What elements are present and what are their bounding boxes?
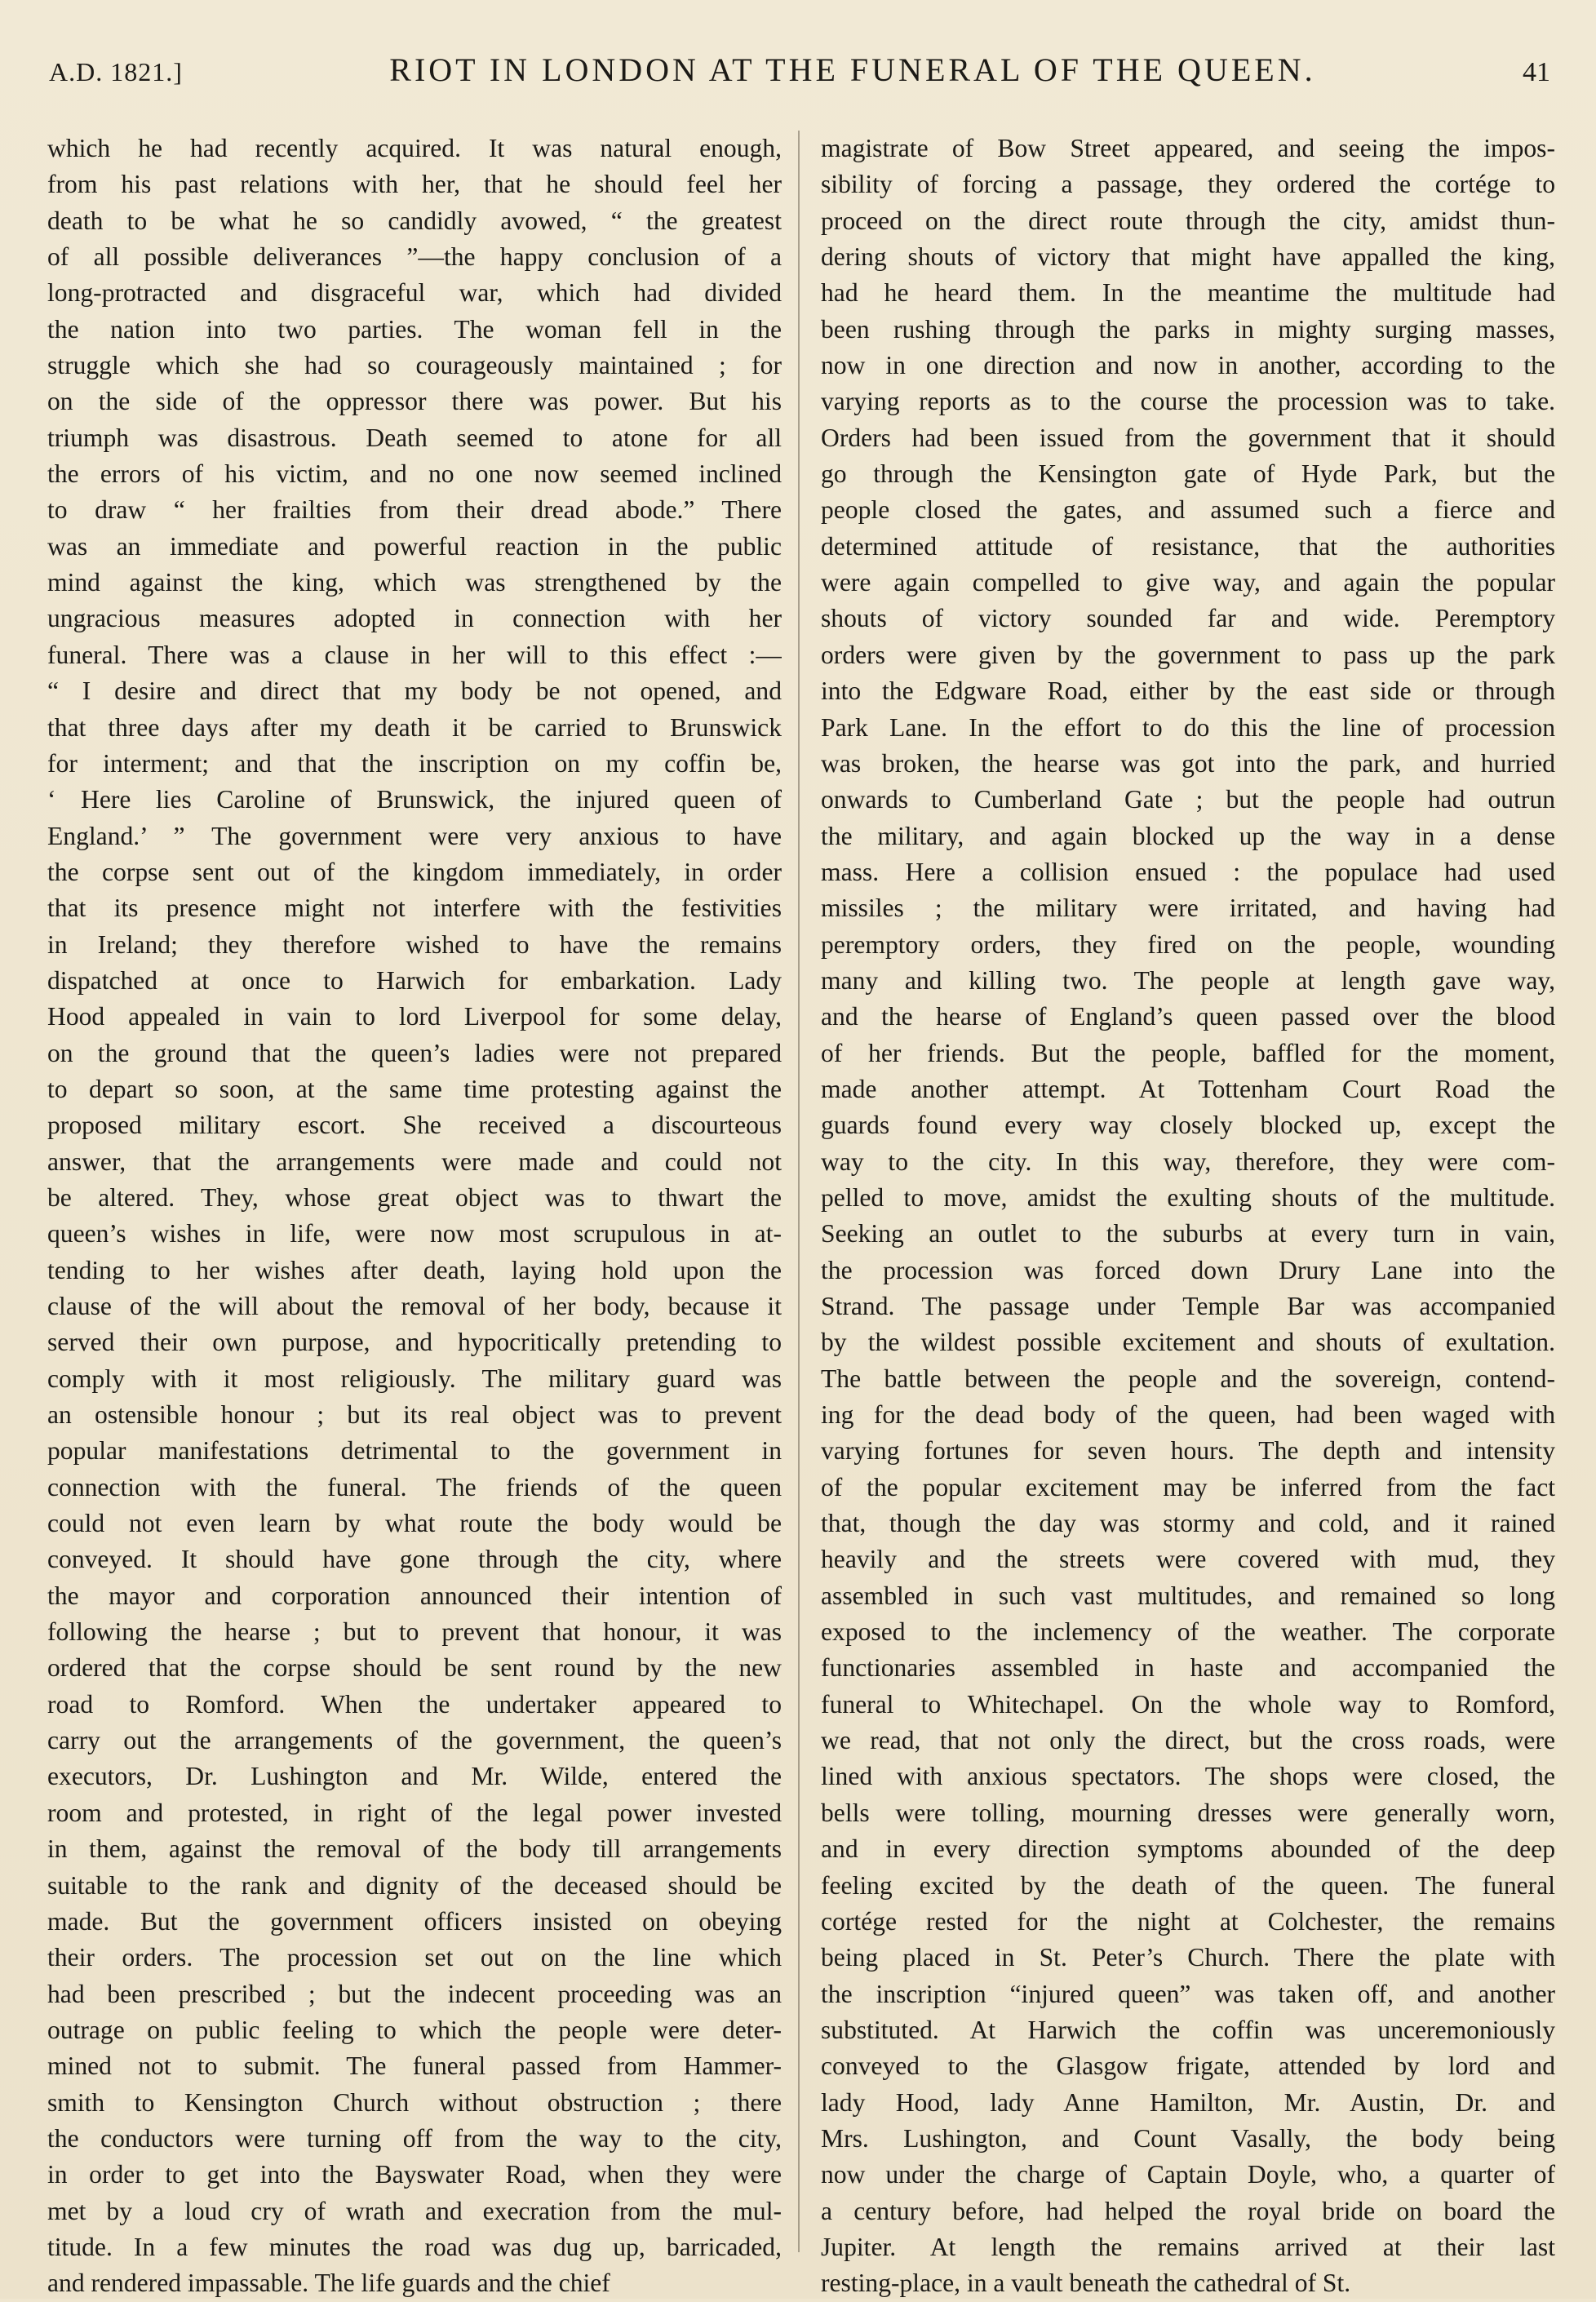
text-line: mined not to submit. The funeral passed from Hammer- xyxy=(47,2051,782,2081)
text-line: ungracious measures adopted in connection with her xyxy=(47,604,782,633)
text-line: which he had recently acquired. It was natural enough, xyxy=(47,134,782,162)
text-line: on the side of the oppressor there was power. But his xyxy=(47,387,782,416)
text-line: of the popular excitement may be inferred from the fact xyxy=(821,1472,1555,1501)
text-line: guards found every way closely blocked up, except the xyxy=(821,1111,1555,1140)
text-line: funeral to Whitechapel. On the whole way to Romford, xyxy=(821,1689,1555,1719)
text-line: Seeking an outlet to the suburbs at every turn in vain, xyxy=(821,1219,1555,1249)
text-line: titude. In a few minutes the road was dug up, barricaded, xyxy=(47,2232,782,2261)
text-line: varying reports as to the course the procession was to take. xyxy=(821,387,1555,416)
text-line: made another attempt. At Tottenham Court Road the xyxy=(821,1074,1555,1103)
text-line: met by a loud cry of wrath and execration from the mul- xyxy=(47,2196,782,2225)
text-line: executors, Dr. Lushington and Mr. Wilde, entered the xyxy=(47,1762,782,1791)
text-line: and in every direction symptoms abounded of the deep xyxy=(821,1834,1555,1864)
text-line: the errors of his victim, and no one now seemed inclined xyxy=(47,459,782,489)
text-line: pelled to move, amidst the exulting shouts of the multitude. xyxy=(821,1182,1555,1212)
right-column xyxy=(821,131,1555,2302)
header-date: A.D. 1821.] xyxy=(49,57,183,86)
text-line: shouts of victory sounded far and wide. Peremptory xyxy=(821,604,1555,633)
text-line: in Ireland; they therefore wished to have the remains xyxy=(47,929,782,959)
text-line: in them, against the removal of the body till arrangements xyxy=(47,1834,782,1864)
text-line: and rendered impassable. The life guards and the chief xyxy=(47,2269,610,2298)
text-line: mind against the king, which was strengthened by the xyxy=(47,568,782,597)
text-line: feeling excited by the death of the queen. The funeral xyxy=(821,1870,1555,1900)
text-line: long-protracted and disgraceful war, which had divided xyxy=(47,278,782,308)
left-column xyxy=(47,131,782,2302)
text-line: queen’s wishes in life, were now most scrupulous in at- xyxy=(47,1219,782,1249)
text-line: served their own purpose, and hypocritically pretending to xyxy=(47,1328,782,1357)
text-line: be altered. They, whose great object was to thwart the xyxy=(47,1182,782,1212)
text-line: Strand. The passage under Temple Bar was accompanied xyxy=(821,1292,1555,1320)
text-line: the military, and again blocked up the way in a dense xyxy=(821,821,1555,850)
text-line: Hood appealed in vain to lord Liverpool for some delay, xyxy=(47,1002,782,1031)
text-line: room and protested, in right of the legal power invested xyxy=(47,1798,782,1827)
text-line: cortége rested for the night at Colchester, the remains xyxy=(821,1906,1555,1936)
text-line: that its presence might not interfere with the festivities xyxy=(47,894,782,923)
text-line: answer, that the arrangements were made and could not xyxy=(47,1147,782,1176)
text-line: following the hearse ; but to prevent that honour, it was xyxy=(47,1617,782,1647)
text-line: from his past relations with her, that he should feel her xyxy=(47,170,782,199)
text-line: functionaries assembled in haste and accompanied the xyxy=(821,1653,1555,1683)
text-line: conveyed to the Glasgow frigate, attended by lord and xyxy=(821,2051,1555,2081)
text-line: carry out the arrangements of the government, the queen’s xyxy=(47,1726,782,1755)
text-line: heavily and the streets were covered with mud, they xyxy=(821,1545,1555,1574)
text-line: people closed the gates, and assumed such a fierce and xyxy=(821,495,1555,525)
text-line: being placed in St. Peter’s Church. There the plate with xyxy=(821,1943,1555,1972)
text-line: an ostensible honour ; but its real object was to prevent xyxy=(47,1400,782,1430)
text-line: clause of the will about the removal of her body, because it xyxy=(47,1292,782,1320)
text-line: for interment; and that the inscription on my coffin be, xyxy=(47,748,782,778)
text-line: in order to get into the Bayswater Road, when they were xyxy=(47,2160,782,2189)
text-line: could not even learn by what route the body would be xyxy=(47,1509,782,1538)
text-line: to depart so soon, at the same time protesting against the xyxy=(47,1074,782,1103)
text-line: the procession was forced down Drury Lane into the xyxy=(821,1255,1555,1284)
text-line: dispatched at once to Harwich for embarkation. Lady xyxy=(47,965,782,995)
text-line: Jupiter. At length the remains arrived at their last xyxy=(821,2232,1555,2261)
text-line: comply with it most religiously. The military guard was xyxy=(47,1364,782,1393)
text-line: was broken, the hearse was got into the park, and hurried xyxy=(821,748,1555,778)
text-line: missiles ; the military were irritated, and having had xyxy=(821,894,1555,923)
text-line: popular manifestations detrimental to the government in xyxy=(47,1436,782,1466)
column-divider xyxy=(798,131,800,2252)
text-line: ordered that the corpse should be sent round by the new xyxy=(47,1653,782,1683)
text-line: proceed on the direct route through the city, amidst thun- xyxy=(821,206,1555,235)
text-line: tending to her wishes after death, laying hold upon the xyxy=(47,1255,782,1284)
text-line: to draw “ her frailties from their dread abode.” There xyxy=(47,495,782,525)
text-line: England.’ ” The government were very anxious to have xyxy=(47,821,782,850)
text-line: mass. Here a collision ensued : the populace had used xyxy=(821,857,1555,886)
text-line: struggle which she had so courageously maintained ; for xyxy=(47,351,782,380)
text-line: now in one direction and now in another, according to the xyxy=(821,351,1555,380)
text-line: onwards to Cumberland Gate ; but the people had outrun xyxy=(821,785,1555,814)
text-line: of all possible deliverances ”—the happy conclusion of a xyxy=(47,242,782,272)
text-line: orders were given by the government to pass up the park xyxy=(821,640,1555,669)
text-line: that three days after my death it be carried to Brunswick xyxy=(47,712,782,742)
text-line: had he heard them. In the meantime the multitude had xyxy=(821,278,1555,308)
text-line: been rushing through the parks in mighty surging masses, xyxy=(821,314,1555,344)
text-line: conveyed. It should have gone through the city, where xyxy=(47,1545,782,1574)
page-number: 41 xyxy=(1522,57,1550,87)
text-line: made. But the government officers insisted on obeying xyxy=(47,1906,782,1936)
text-line: had been prescribed ; but the indecent proceeding was an xyxy=(47,1979,782,2008)
text-line: connection with the funeral. The friends of the queen xyxy=(47,1472,782,1501)
text-line: magistrate of Bow Street appeared, and seeing the impos- xyxy=(821,134,1555,162)
text-line: a century before, had helped the royal bride on board the xyxy=(821,2196,1555,2225)
text-line: that, though the day was stormy and cold, and it rained xyxy=(821,1509,1555,1538)
text-line: lined with anxious spectators. The shops were closed, the xyxy=(821,1762,1555,1791)
text-line: on the ground that the queen’s ladies were not prepared xyxy=(47,1038,782,1067)
text-line: dering shouts of victory that might have appalled the king, xyxy=(821,242,1555,272)
text-line: peremptory orders, they fired on the people, wounding xyxy=(821,929,1555,959)
text-line: assembled in such vast multitudes, and remained so long xyxy=(821,1581,1555,1610)
text-line: the corpse sent out of the kingdom immediately, in order xyxy=(47,857,782,886)
text-line: sibility of forcing a passage, they ordered the cortége to xyxy=(821,170,1555,199)
text-line: the nation into two parties. The woman fell in the xyxy=(47,314,782,344)
text-line: substituted. At Harwich the coffin was unceremoniously xyxy=(821,2015,1555,2044)
text-line: the mayor and corporation announced their intention of xyxy=(47,1581,782,1610)
text-line: by the wildest possible excitement and shouts of exultation. xyxy=(821,1328,1555,1357)
text-line: the inscription “injured queen” was taken off, and another xyxy=(821,1979,1555,2008)
text-line: was an immediate and powerful reaction in the public xyxy=(47,531,782,561)
text-line: death to be what he so candidly avowed, “ the greatest xyxy=(47,206,782,235)
text-line: varying fortunes for seven hours. The depth and intensity xyxy=(821,1436,1555,1466)
text-line: way to the city. In this way, therefore, they were com- xyxy=(821,1147,1555,1176)
text-line: The battle between the people and the sovereign, contend- xyxy=(821,1364,1555,1393)
text-line: ing for the dead body of the queen, had been waged with xyxy=(821,1400,1555,1430)
text-line: of her friends. But the people, baffled for the moment, xyxy=(821,1038,1555,1067)
text-line: exposed to the inclemency of the weather. The corporate xyxy=(821,1617,1555,1647)
text-line: their orders. The procession set out on the line which xyxy=(47,1943,782,1972)
text-line: triumph was disastrous. Death seemed to atone for all xyxy=(47,423,782,452)
text-line: go through the Kensington gate of Hyde Park, but the xyxy=(821,459,1555,489)
text-line: Orders had been issued from the government that it should xyxy=(821,423,1555,452)
text-line: and the hearse of England’s queen passed over the blood xyxy=(821,1002,1555,1031)
text-line: outrage on public feeling to which the people were deter- xyxy=(47,2015,782,2044)
text-line: the conductors were turning off from the way to the city, xyxy=(47,2123,782,2153)
text-line: now under the charge of Captain Doyle, who, a quarter of xyxy=(821,2160,1555,2189)
text-line: were again compelled to give way, and again the popular xyxy=(821,568,1555,597)
text-line: road to Romford. When the undertaker appeared to xyxy=(47,1689,782,1719)
text-line: we read, that not only the direct, but the cross roads, were xyxy=(821,1726,1555,1755)
text-line: many and killing two. The people at length gave way, xyxy=(821,965,1555,995)
text-line: funeral. There was a clause in her will to this effect :— xyxy=(47,640,782,669)
text-line: “ I desire and direct that my body be not opened, and xyxy=(47,676,782,706)
text-line: proposed military escort. She received a discourteous xyxy=(47,1111,782,1140)
text-line: determined attitude of resistance, that the authorities xyxy=(821,531,1555,561)
text-line: ‘ Here lies Caroline of Brunswick, the injured queen of xyxy=(47,785,782,814)
text-line: Mrs. Lushington, and Count Vasally, the body being xyxy=(821,2123,1555,2153)
text-line: Park Lane. In the effort to do this the line of procession xyxy=(821,712,1555,742)
text-line: into the Edgware Road, either by the east side or through xyxy=(821,676,1555,706)
text-line: resting-place, in a vault beneath the cathedral of St. xyxy=(821,2269,1351,2298)
text-line: lady Hood, lady Anne Hamilton, Mr. Austin, Dr. and xyxy=(821,2087,1555,2117)
header-title: RIOT IN LONDON AT THE FUNERAL OF THE QUEEN. xyxy=(389,51,1316,88)
text-line: smith to Kensington Church without obstruction ; there xyxy=(47,2087,782,2117)
text-line: suitable to the rank and dignity of the deceased should be xyxy=(47,1870,782,1900)
text-line: bells were tolling, mourning dresses were generally worn, xyxy=(821,1798,1555,1827)
running-head xyxy=(49,51,1550,108)
